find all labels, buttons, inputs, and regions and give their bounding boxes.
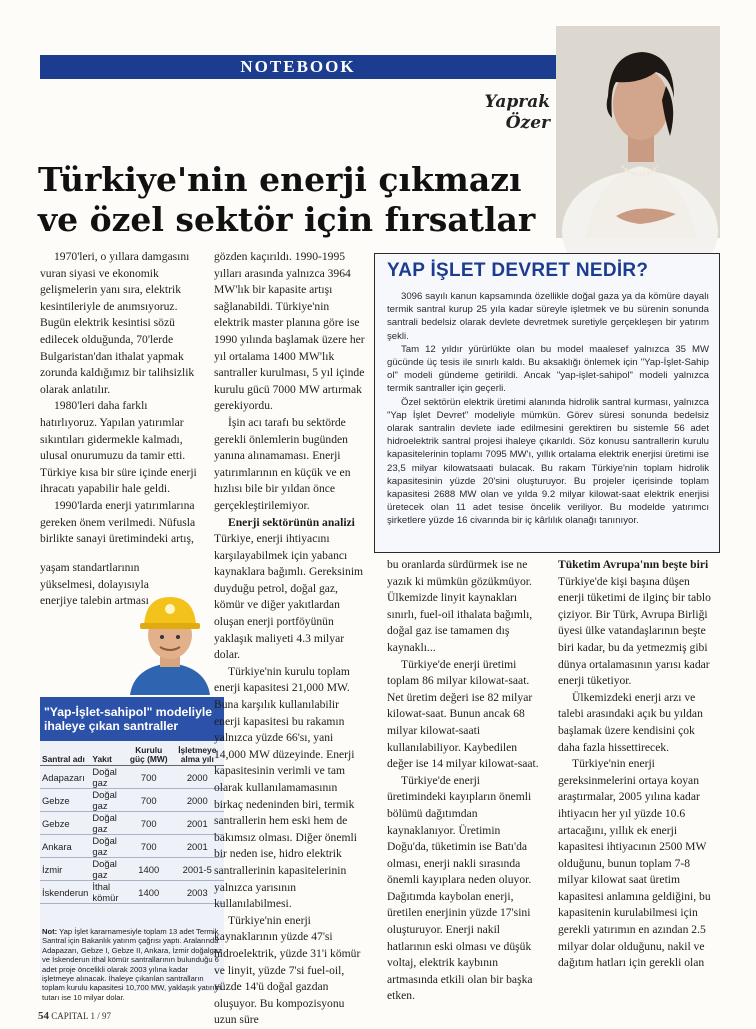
- col2-subheading: Enerji sektörünün analizi: [228, 515, 355, 529]
- col1-paragraph-3: 1990'larda enerji yatırımlarına gereken önem verilmedi. Nüfusla birlikte sanayi üretimindeki artış,: [40, 498, 196, 546]
- col1-paragraph-1: 1970'leri, o yıllara damgasını vuran siyasi ve ekonomik gelişmelerin yanı sıra, elektrik kesintileriyle de anımsıyoruz. Bugün elektrik kesintisi sözü edilecek olduğunda, 70'lerde Bulgaristan'dan ithalat yapmak zorunda kaldığımız bir talihsizlik olarak anlatılır.: [40, 250, 195, 396]
- table-cell: 2001-5: [171, 858, 224, 881]
- column-3: [387, 557, 539, 1005]
- table-cell: 2000: [171, 766, 224, 789]
- table-title-line-2: ihaleye çıkan santraller: [44, 719, 179, 733]
- table-title-line-1: "Yap-İşlet-sahipol" modeliyle: [44, 705, 213, 719]
- table-row: [40, 858, 224, 881]
- box-title: YAP İŞLET DEVRET NEDİR?: [387, 260, 649, 281]
- table-cell: Doğal gaz: [90, 835, 127, 858]
- worker-illustration: [120, 585, 220, 695]
- headline: [38, 160, 548, 240]
- table-cell: 1400: [127, 858, 171, 881]
- table-row: [40, 766, 224, 789]
- table-cell: Ankara: [40, 835, 90, 858]
- table-cell: Doğal gaz: [90, 789, 127, 812]
- column-4: [558, 557, 718, 972]
- col1-paragraph-2: 1980'leri daha farklı hatırlıyoruz. Yapılan yatırımlar sıkıntıları gidermekle kalmadı, ulusal onurumuzu da tamir etti. Türkiye kısa bir süre içinde enerji ihracatı yapabilir hale geldi.: [40, 399, 197, 496]
- table-cell: Doğal gaz: [90, 858, 127, 881]
- column-header-fuel: Yakıt: [90, 745, 127, 766]
- col4-paragraph-3: Türkiye'nin enerji gereksinmelerini ortaya koyan araştırmalar, 2005 yılına kadar ihtiyacın her yıl yüzde 10.6 artacağını, yıllık ek enerji kapasitesi ihtiyacının 2500 MW olduğunu, bunun toplam 7-8 milyar kilowat saat üretim kapasitesi anlamına geldiğini, bu kapasitenin kurulabilmesi için gerekli yatırımın en azından 2.5 milyar dolar olduğunu, nakil ve dağıtım hatları için gerekli olan: [558, 757, 711, 970]
- page-footer: [38, 1010, 111, 1022]
- table-cell: 700: [127, 789, 171, 812]
- table-cell: İthal kömür: [90, 881, 127, 904]
- table-cell: 700: [127, 766, 171, 789]
- col1-paragraph-3-tail: yaşam standartlarının yükselmesi, dolayısıyla enerjiye talebin artması: [40, 561, 149, 608]
- table-cell: 2003: [171, 881, 224, 904]
- box-paragraph-1: 3096 sayılı kanun kapsamında özellikle doğal gaza ya da kömüre dayalı termik santral kurup 25 yıla kadar süreyle işletmek ve bu sürenin sonunda santrali bedelsiz olarak devlete devretmek suretiyle gerçekleşen bir yatırım şekli.: [387, 291, 709, 342]
- table-cell: İskenderun: [40, 881, 90, 904]
- page-number: 54: [38, 1010, 49, 1022]
- col3-paragraph-1: bu oranlarda sürdürmek ise ne yazık ki mümkün gözükmüyor. Ülkemizde linyit kaynakları sınırlı, fuel-oil ithalata bağımlı, doğal gaz ise tamamen dış kaynaklı...: [387, 558, 533, 654]
- issue-label: CAPITAL 1 / 97: [51, 1011, 111, 1021]
- table-cell: 2001: [171, 835, 224, 858]
- table-cell: İzmir: [40, 858, 90, 881]
- table-row: [40, 835, 224, 858]
- table-row: [40, 789, 224, 812]
- table-cell: Adapazarı: [40, 766, 90, 789]
- column-2: [214, 249, 367, 1029]
- column-header-year: İşletmeye alma yılı: [171, 745, 224, 766]
- table-header-row: [40, 745, 224, 766]
- author-last-name: Özer: [505, 113, 550, 133]
- table-cell: 700: [127, 812, 171, 835]
- table-cell: 2001: [171, 812, 224, 835]
- table-cell: 700: [127, 835, 171, 858]
- author-portrait: [556, 26, 720, 238]
- headline-line-2: ve özel sektör için fırsatlar: [38, 200, 536, 239]
- col3-paragraph-2: Türkiye'de enerji üretimi toplam 86 milyar kilowat-saat. Net üretim değeri ise 82 milyar kilowat-saat. Bunun ancak 68 milyar kilowat-saati kullanılabiliyor. Kaybedilen değer ise 14 milyar kilowat-saat.: [387, 657, 539, 771]
- portrait-illustration: [556, 26, 720, 238]
- column-header-plant: Santral adı: [40, 745, 90, 766]
- col2-paragraph-2: İşin acı tarafı bu sektörde gerekli önlemlerin bugünden yanına alınamaması. Enerji yatırımlarının en küçük ve en hızlısı bile bir yıldan önce gerçekleştirilemiyor.: [214, 415, 351, 512]
- table-footnote: [42, 927, 222, 1002]
- author-first-name: Yaprak: [484, 92, 550, 112]
- power-plants-table: [40, 745, 224, 904]
- power-plants-table-box: [40, 697, 224, 1002]
- col2-paragraph-1: gözden kaçırıldı. 1990-1995 yılları arasında yalnızca 3964 MW'lık bir kapasite artışı sağlanabildi. Türkiye'nin elektrik master planına göre ise 1990 yılında başlamak üzere her yıl ortalama 1400 MW'lık santraller kurulması, 5 yıl içinde kurulu gücü 7000 MW artırmak gerekiyordu.: [214, 250, 365, 413]
- headline-line-1: Türkiye'nin enerji çıkmazı: [38, 160, 522, 199]
- yap-islet-devret-box: [374, 253, 720, 553]
- table-cell: Gebze: [40, 789, 90, 812]
- table-cell: 1400: [127, 881, 171, 904]
- table-cell: Gebze: [40, 812, 90, 835]
- table-cell: Doğal gaz: [90, 812, 127, 835]
- box-paragraph-3: Özel sektörün elektrik üretimi alanında hidrolik santral kurması, yalnızca "Yap İşlet Devret" modeliyle mümkün. Görev süresi sonunda bedelsiz olarak santralin devlete iade edilmesini gerektiren bu sistemle 56 adet hidroelektrik santral projesi ihaleye çıkarıldı. Söz konusu santrallerin kurulu kapasitelerinin toplamı 7095 MW'ı, yıllık ortalama elektrik enerjisi üretimi ise 23,5 milyar kilowatsaati bulacak. Bu rakam Türkiye'nin toplam hidrolik kapasitesinin yüzde 20'sini oluşturuyor. Bu projeler içerisinde toplam kapasitesi 2688 MW olan ve yılda 9.2 milyar kilowat-saat elektrik enerjisi üretecek olan 11 adet tesise öncelik veriliyor. Bu modelde yatırımcı şirketlere yüzde 16 civarında bir iç kârlılık olanağı tanınıyor.: [387, 396, 709, 527]
- author-signature: [445, 92, 550, 134]
- col2-paragraph-5: Türkiye'nin enerji kaynaklarının yüzde 47'si hidroelektrik, yüzde 31'i kömür ve linyit, yüzde 7'si fuel-oil, yüzde 14'ü doğal gazdan oluşuyor. Bu kompozisyonu uzun süre: [214, 913, 361, 1027]
- table-cell: Doğal gaz: [90, 766, 127, 789]
- column-header-capacity: Kurulu güç (MW): [127, 745, 171, 766]
- table-cell: 2000: [171, 789, 224, 812]
- col3-paragraph-3: Türkiye'de enerji üretimindeki kayıpların önemli bölümü dağıtımdan kaynaklanıyor. Üretimin Doğu'da, tüketimin ise Batı'da olması, enerji nakli sırasında önemli kayıplara neden oluyor. Dağıtımda kaybolan enerji, üretilen enerjinin yüzde 17'sini oluşturuyor. Enerji nakil hatlarının eski olması ve düşük voltaj, elektrik kaybının artmasında etkili olan bir başka etken.: [387, 773, 533, 1003]
- table-row: [40, 812, 224, 835]
- table-row: [40, 881, 224, 904]
- section-banner: NOTEBOOK: [40, 55, 556, 79]
- hardhat-worker-icon: [120, 585, 220, 695]
- col2-paragraph-3: Türkiye, enerji ihtiyacını karşılayabilmek için yabancı kaynaklara bağımlı. Gereksinim duyduğu petrol, doğal gaz, kömür ve diğer yakıtlardan oluşan enerji portföyünün yaklaşık maliyeti 4.3 milyar dolar.: [214, 532, 364, 662]
- table-footnote-text: Yap İşlet kararnamesiyle toplam 13 adet Termik Santral için Bakanlık yatırım çağrısı yaptı. Aralarında Adapazarı, Gebze I, Gebze II, Ankara, İzmir doğalgaz ve İskenderun ithal kömür santrallarının bulunduğu 6 adet proje öncelikli olarak 2003 yılına kadar işletmeye alınacak. İhaleye çıkarılan santralların toplam kurulu kapasitesi 10,700 MW, yaklaşık yatırım tutarı ise 10 milyar dolar.: [42, 927, 222, 1002]
- box-body: [387, 290, 709, 528]
- col4-paragraph-2: Ülkemizdeki enerji arzı ve talebi arasındaki açık bu yıldan başlamak üzere kendisini çok daha fazla hissettirecek.: [558, 690, 703, 754]
- column-1: [40, 249, 198, 548]
- col4-subheading: Tüketim Avrupa'nın beşte biri: [558, 558, 709, 571]
- col4-paragraph-1: Türkiye'de kişi başına düşen enerji tüketimi de ilginç bir tablo çiziyor. Bir Türk, Avrupa Birliği üyesi ülke vatandaşlarının beşte biri kadar, bu da yetmezmiş gibi dünya ortalamasının yarısı kadar enerji tüketiyor.: [558, 574, 711, 688]
- table-title: [40, 697, 224, 741]
- box-paragraph-2: Tam 12 yıldır yürürlükte olan bu model maalesef yalnızca 35 MW gücünde üç tesis ile sınırlı kaldı. Bu aksaklığı önlemek için "Yap-İşlet-Sahip ol" modeli gündeme getirildi. Ancak "yap-işlet-sahipol" modeli yalnızca termik santraller için geçerli.: [387, 343, 709, 395]
- col2-paragraph-4: Türkiye'nin kurulu toplam enerji kapasitesi 21,000 MW. Buna karşılık kullanılabilir enerji kapasitesi bu rakamın yalnızca yüzde 66'sı, yani 14,000 MW düzeyinde. Enerji kapasitesinin verimli ve tam olarak kullanılamamasının birkaç nedeninden biri, termik santrallerin hem eski hem de bakımsız olması. Diğer önemli bir neden ise, hidro elektrik santrallerinin kapasitelerinin yalnızca yarısının kullanılabilmesi.: [214, 664, 357, 911]
- table-footnote-label: Not:: [42, 927, 58, 936]
